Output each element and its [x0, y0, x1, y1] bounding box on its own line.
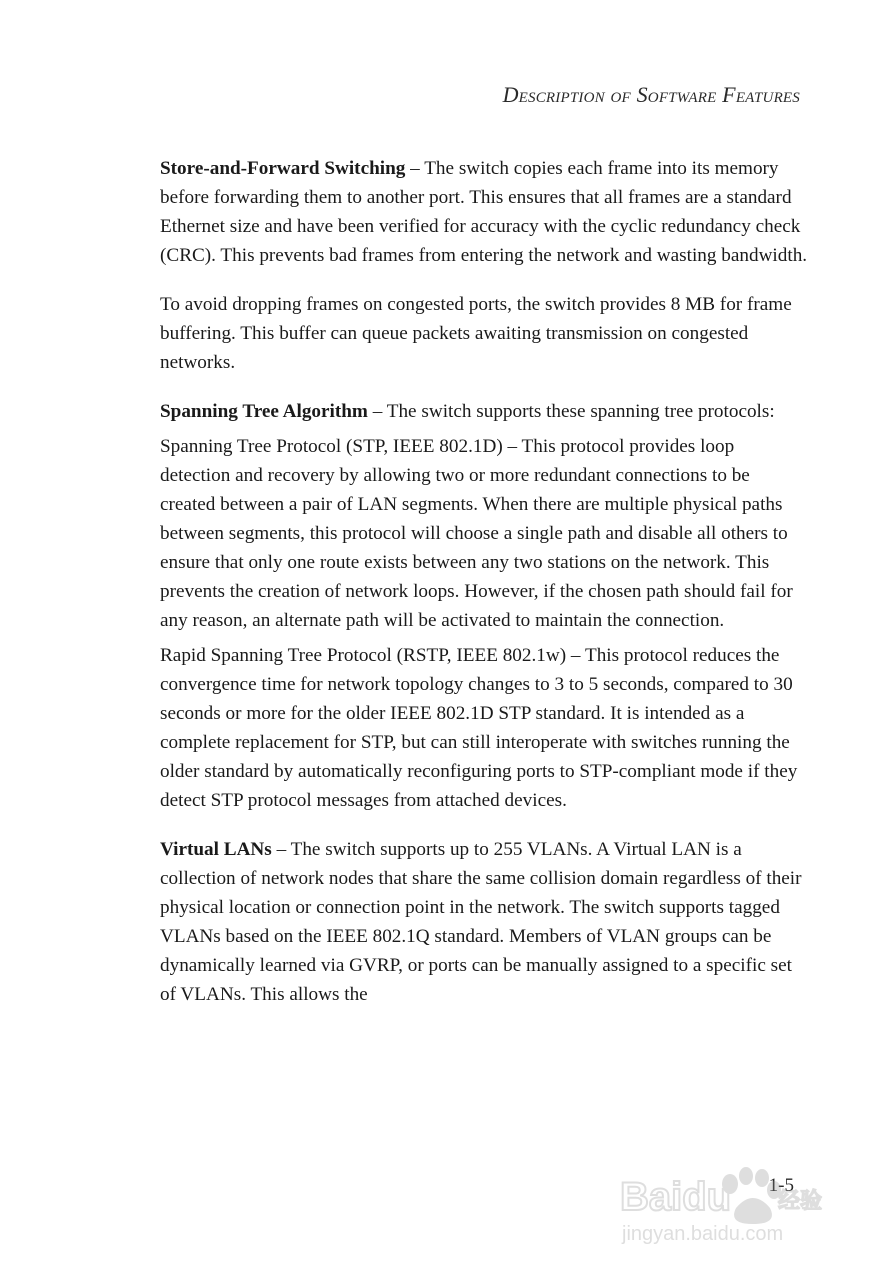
watermark-brand: Baidu	[620, 1175, 732, 1219]
baidu-watermark	[618, 1148, 833, 1248]
running-header: Description of Software Features	[502, 82, 800, 107]
paragraph-text: – The switch supports these spanning tree protocols:	[367, 401, 775, 422]
paragraph-virtual-lans	[160, 835, 808, 1009]
watermark-url: jingyan.baidu.com	[622, 1223, 784, 1245]
term-spanning-tree: Spanning Tree Algorithm	[160, 401, 368, 422]
paragraph-text: Spanning Tree Protocol (STP, IEEE 802.1D) – This protocol provides loop detection and recovery by allowing two or more redundant connections to be created between a pair of LAN segments. When there are multiple physical paths between segments, this protocol will choose a single path and disable all others to ensure that only one route exists between any two stations on the network. This prevents the creation of network loops. However, if the chosen path should fail for any reason, an alternate path will be activated to maintain the connection.	[160, 436, 793, 631]
paragraph-text: – The switch supports up to 255 VLANs. A Virtual LAN is a collection of network nodes that share the same collision domain regardless of their physical location or connection point in the network. The switch supports tagged VLANs based on the IEEE 802.1Q standard. Members of VLAN groups can be dynamically learned via GVRP, or ports can be manually assigned to a specific set of VLANs. This allows the	[160, 839, 802, 1005]
paragraph-text: To avoid dropping frames on congested ports, the switch provides 8 MB for frame buffering. This buffer can queue packets awaiting transmission on congested networks.	[160, 294, 792, 373]
document-body	[160, 154, 808, 1009]
watermark-brand-suffix: 经验	[778, 1189, 823, 1214]
paragraph-text: Rapid Spanning Tree Protocol (RSTP, IEEE 802.1w) – This protocol reduces the convergence time for network topology changes to 3 to 5 seconds, compared to 30 seconds or more for the older IEEE 802.1D STP standard. It is intended as a complete replacement for STP, but can still interoperate with switches running the older standard by automatically reconfiguring ports to STP-compliant mode if they detect STP protocol messages from attached devices.	[160, 645, 798, 811]
paragraph-store-and-forward	[160, 154, 808, 270]
term-virtual-lans: Virtual LANs	[160, 839, 272, 860]
paragraph-rstp	[160, 641, 808, 815]
term-store-and-forward: Store-and-Forward Switching	[160, 158, 406, 179]
paragraph-stp	[160, 432, 808, 635]
page-number: 1-5	[768, 1175, 794, 1196]
paragraph-spanning-tree	[160, 397, 808, 426]
paragraph-frame-buffering	[160, 290, 808, 377]
paragraph-text: – The switch copies each frame into its memory before forwarding them to another port. This ensures that all frames are a standard Ethernet size and have been verified for accuracy with the cyclic redundancy check (CRC). This prevents bad frames from entering the network and wasting bandwidth.	[160, 158, 808, 266]
